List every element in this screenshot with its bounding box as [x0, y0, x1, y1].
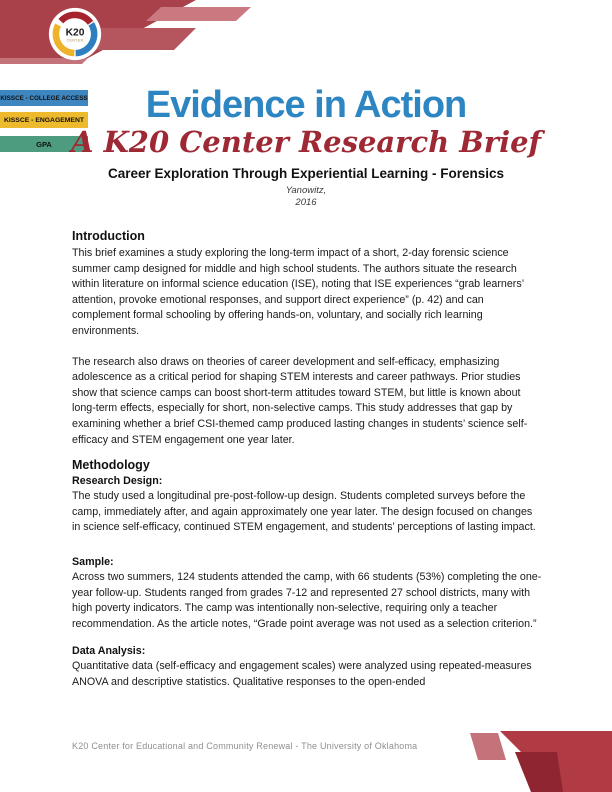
research-design-label: Research Design: [72, 475, 163, 488]
article-title: Career Exploration Through Experiential Learning - Forensics [107, 165, 505, 181]
sample-text: Across two summers, 124 students attended the camp, with 66 students (53%) completing the one-year follow-up. Students ranged from grades 7-12 and represented 27 school districts, many with high poverty indicators. The camp was intentionally non-selective, requiring only a teacher recommendation. As the article notes, “Grade point average was not used as a selection criterion.” [72, 570, 542, 630]
intro-heading: Introduction [72, 229, 145, 243]
document-body [72, 229, 543, 690]
tag-kissce-college-access: KISSCE - COLLEGE ACCESS [0, 90, 88, 106]
subsection-data-analysis [72, 645, 543, 690]
sample-label: Sample: [72, 555, 114, 568]
data-analysis-text: Quantitative data (self-efficacy and engagement scales) were analyzed using repeated-measures ANOVA and descriptive statistics. Qualitative responses to the open-ended [72, 660, 532, 688]
intro-paragraph-1: This brief examines a study exploring the long-term impact of a short, 2-day forensic science summer camp designed for middle and high school students. The authors situate the research within literature on informal science education (ISE), noting that ISE experiences “grab learners’ attention, provoke emotional responses, and support direct experience” (p. 42) and can complement formal schooling by offering hands-on, voluntary, and socially rich learning environments. [72, 247, 524, 337]
subsection-research-design [72, 475, 543, 536]
tag-gpa: GPA [0, 136, 88, 152]
page-title: Evidence in Action [145, 84, 467, 126]
methodology-heading: Methodology [72, 458, 150, 473]
intro-paragraph-2: The research also draws on theories of career development and self-efficacy, emphasizing adolescence as a critical period for shaping STEM interests and career pathways. Prior studies show that science camps can boost short-term attitudes toward STEM, but little is known about long-term effects, especially for short, non-selective camps. This study addresses that gap by examining whether a brief CSI-themed camp produced lasting changes in students’ science self-efficacy and STEM engagement one year later. [72, 355, 528, 446]
masthead [0, 86, 612, 209]
citation-author: Yanowitz, [285, 184, 327, 196]
tag-kissce-engagement: KISSCE - ENGAGEMENT [0, 112, 88, 128]
subsection-sample [72, 556, 543, 632]
logo-k20-text: K20 [65, 27, 85, 39]
k20-logo [47, 6, 103, 62]
header-ribbon [0, 0, 260, 64]
corner-ribbon [467, 730, 612, 792]
footer-text: K20 Center for Educational and Community Renewal - The University of Oklahoma [72, 741, 418, 751]
research-design-text: The study used a longitudinal pre-post-follow-up design. Students completed surveys before the camp, immediately after, and again approximately one year later. The design focused on changes in science self-efficacy, continued STEM engagement, and students’ perceptions of lasting impact. [72, 490, 536, 534]
data-analysis-label: Data Analysis: [72, 645, 146, 658]
logo-center-text: CENTER [66, 38, 84, 43]
page-subtitle: A K20 Center Research Brief [70, 125, 542, 159]
citation-year: 2016 [295, 197, 317, 209]
